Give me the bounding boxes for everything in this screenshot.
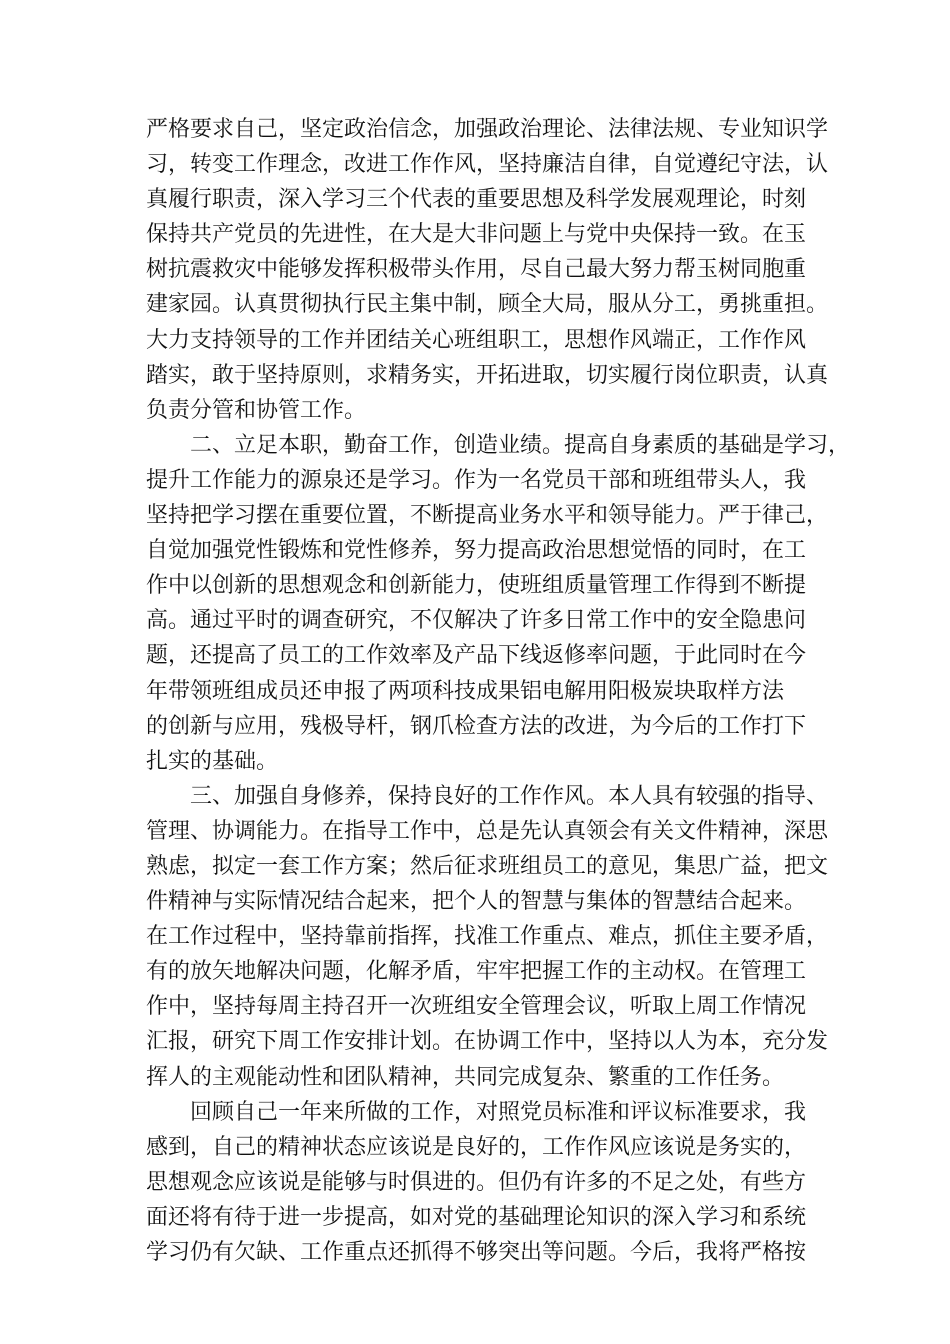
text-line: 保持共产党员的先进性，在大是大非问题上与党中央保持一致。在玉 [146,222,807,248]
text-line: 的创新与应用，残极导杆，钢爪检查方法的改进，为今后的工作打下 [146,713,807,739]
text-line: 感到，自己的精神状态应该说是良好的，工作作风应该说是务实的， [146,1134,807,1160]
text-line: 年带领班组成员还申报了两项科技成果铝电解用阳极炭块取样方法 [146,678,785,704]
body-text [146,112,851,1270]
text-line: 习，转变工作理念，改进工作作风，坚持廉洁自律，自觉遵纪守法，认 [146,152,829,178]
paragraph-first-line: 回顾自己一年来所做的工作，对照党员标准和评议标准要求，我 [190,1099,807,1125]
text-line: 严格要求自己，坚定政治信念，加强政治理论、法律法规、专业知识学 [146,117,829,142]
text-line: 作中，坚持每周主持召开一次班组安全管理会议，听取上周工作情况 [146,994,807,1020]
text-line: 建家园。认真贯彻执行民主集中制，顾全大局，服从分工，勇挑重担。 [146,292,829,318]
text-line: 坚持把学习摆在重要位置，不断提高业务水平和领导能力。严于律己， [146,503,829,529]
text-line: 挥人的主观能动性和团队精神，共同完成复杂、繁重的工作任务。 [146,1064,785,1090]
text-line: 面还将有待于进一步提高，如对党的基础理论知识的深入学习和系统 [146,1204,807,1230]
text-line: 自觉加强党性锻炼和党性修养，努力提高政治思想觉悟的同时，在工 [146,538,807,564]
text-line: 真履行职责，深入学习三个代表的重要思想及科学发展观理论，时刻 [146,187,807,213]
text-line: 汇报，研究下周工作安排计划。在协调工作中，坚持以人为本，充分发 [146,1029,829,1055]
text-line: 题，还提高了员工的工作效率及产品下线返修率问题，于此同时在今 [146,643,807,669]
text-line: 在工作过程中，坚持靠前指挥，找准工作重点、难点，抓住主要矛盾， [146,924,829,950]
text-line: 学习仍有欠缺、工作重点还抓得不够突出等问题。今后，我将严格按 [146,1240,807,1265]
paragraph-heading-line: 三、加强自身修养，保持良好的工作作风。本人具有较强的指导、 [190,783,829,809]
text-line: 大力支持领导的工作并团结关心班组职工，思想作风端正，工作作风 [146,327,807,353]
text-line: 踏实，敢于坚持原则，求精务实，开拓进取，切实履行岗位职责，认真 [146,362,829,388]
text-line: 有的放矢地解决问题，化解矛盾，牢牢把握工作的主动权。在管理工 [146,959,807,985]
text-line: 作中以创新的思想观念和创新能力，使班组质量管理工作得到不断提 [146,573,807,599]
text-line: 思想观念应该说是能够与时俱进的。但仍有许多的不足之处，有些方 [146,1169,807,1195]
paragraph-heading-line: 二、立足本职，勤奋工作，创造业绩。提高自身素质的基础是学习， [190,432,851,458]
text-line: 提升工作能力的源泉还是学习。作为一名党员干部和班组带头人，我 [146,467,807,493]
text-line: 树抗震救灾中能够发挥积极带头作用，尽自己最大努力帮玉树同胞重 [146,257,807,283]
text-line: 管理、协调能力。在指导工作中，总是先认真领会有关文件精神，深思 [146,818,829,844]
text-line: 扎实的基础。 [146,748,279,774]
text-line: 熟虑，拟定一套工作方案；然后征求班组员工的意见，集思广益，把文 [146,853,829,879]
text-line: 件精神与实际情况结合起来，把个人的智慧与集体的智慧结合起来。 [146,889,807,915]
text-line: 负责分管和协管工作。 [146,397,367,423]
text-line: 高。通过平时的调查研究，不仅解决了许多日常工作中的安全隐患问 [146,608,807,634]
